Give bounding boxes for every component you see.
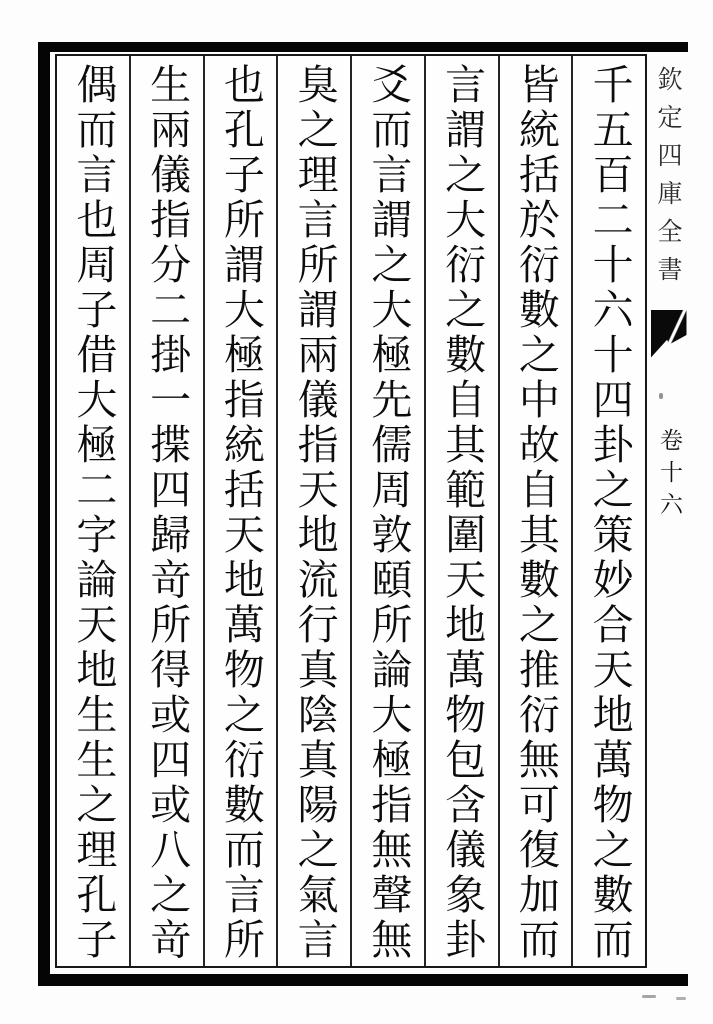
text-column-4 [350,56,424,966]
collection-title: 欽定四庫全書 [654,66,683,294]
text-column-2 [498,56,572,966]
column-text: 生兩儀指分二掛一揲四歸竒所得或四或八之竒 [143,63,192,963]
volume-label: 卷十六 [656,428,682,524]
folio-center-column [649,54,688,968]
ink-speck [676,997,686,1000]
text-column-5 [276,56,350,966]
text-column-6 [203,56,277,966]
column-text: 言謂之大衍之數自其範圍天地萬物包含儀象卦 [438,63,487,963]
column-text: 偶而言也周子借大極二字論天地生生之理孔子 [69,63,118,963]
column-text: 爻而言謂之大極先儒周敦頤所論大極指無聲無 [364,63,413,963]
column-text: 皆統括於衍數之中故自其數之推衍無可復加而 [511,63,560,963]
column-text: 臭之理言所謂兩儀指天地流行真陰真陽之氣言 [290,63,339,963]
ink-speck [642,995,656,998]
text-column-1 [571,56,645,966]
column-text: 千五百二十六十四卦之策妙合天地萬物之數而 [585,63,634,963]
text-column-7 [129,56,203,966]
fishtail-mark-icon [651,310,687,358]
text-column-3 [424,56,498,966]
ink-speck [659,393,663,399]
text-column-8 [57,56,129,966]
text-block-frame [55,54,647,968]
column-text: 也孔子所謂大極指統括天地萬物之衍數而言所 [216,63,265,963]
